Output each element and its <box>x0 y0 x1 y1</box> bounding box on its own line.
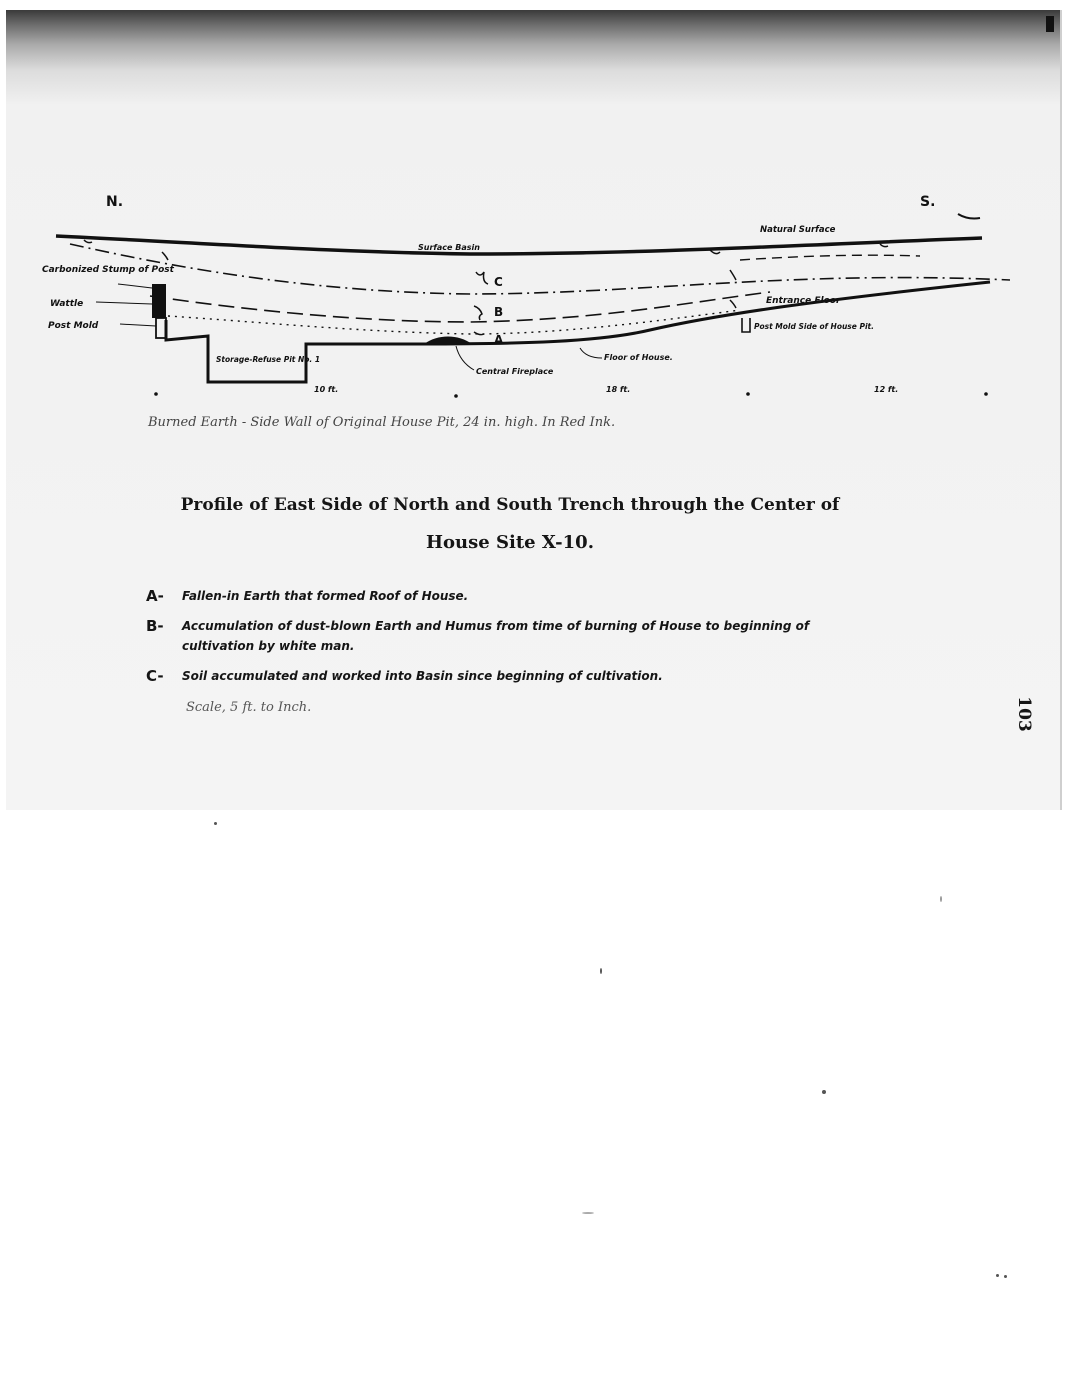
legend-key: C- <box>146 667 164 685</box>
scale-note: Scale, 5 ft. to Inch. <box>186 700 312 715</box>
legend-item-a <box>146 586 866 606</box>
legend-item-c <box>146 666 866 686</box>
layer-a-letter: A <box>494 333 504 347</box>
carbonized-post-block <box>152 284 166 318</box>
south-tick-mark <box>958 214 980 219</box>
house-floor-line <box>166 282 990 382</box>
surface-basin-label: Surface Basin <box>418 243 480 252</box>
central-fireplace-label: Central Fireplace <box>476 367 554 376</box>
trench-profile-diagram <box>0 0 1070 460</box>
wattle-pointer <box>96 302 152 304</box>
post-mold-right-label: Post Mold Side of House Pit. <box>754 322 874 331</box>
post-mold-left-label: Post Mold <box>48 321 99 331</box>
scale-mark-2: 18 ft. <box>606 385 631 394</box>
legend-item-b <box>146 616 866 656</box>
legend-text: Accumulation of dust-blown Earth and Humus from time of burning of House to beginning of cultivation by white man. <box>182 619 810 653</box>
north-label: N. <box>106 194 124 210</box>
scan-speck <box>1004 1275 1007 1278</box>
page-number: 103 <box>1014 696 1034 732</box>
wattle-label: Wattle <box>50 299 84 309</box>
upper-dashed-line <box>740 255 920 260</box>
legend-text: Fallen-in Earth that formed Roof of House. <box>182 589 469 603</box>
burned-earth-note: Burned Earth - Side Wall of Original House Pit, 24 in. high. In Red Ink. <box>148 415 616 430</box>
carbonized-pointer <box>118 284 152 288</box>
scale-dots <box>154 392 988 398</box>
layer-c-boundary-line <box>70 244 1010 294</box>
layer-c-letter: C <box>494 275 503 289</box>
scale-mark-1: 10 ft. <box>314 385 339 394</box>
floor-pointer <box>580 348 602 358</box>
post-mold-right-shape <box>742 318 750 332</box>
scan-speck <box>582 1212 594 1214</box>
scan-speck <box>214 822 217 825</box>
scan-speck <box>996 1274 999 1277</box>
south-label: S. <box>920 194 936 210</box>
central-fireplace-shape <box>424 337 472 345</box>
legend-text: Soil accumulated and worked into Basin since beginning of cultivation. <box>182 669 663 683</box>
caption-line-2: House Site X-10. <box>426 532 594 553</box>
layer-b-boundary-line <box>150 292 770 322</box>
layer-legend <box>146 586 866 696</box>
legend-key: A- <box>146 587 164 605</box>
caption-line-1: Profile of East Side of North and South Trench through the Center of <box>180 495 840 515</box>
scale-mark-3: 12 ft. <box>874 385 899 394</box>
natural-surface-label: Natural Surface <box>760 225 836 235</box>
post-mold-pointer <box>120 324 156 326</box>
scan-speck <box>822 1090 826 1094</box>
entrance-floor-label: Entrance Floor <box>766 296 841 306</box>
carbonized-stump-label: Carbonized Stump of Post <box>42 265 174 275</box>
fireplace-pointer <box>456 346 474 370</box>
scan-speck <box>940 896 942 902</box>
layer-b-letter: B <box>494 305 504 319</box>
storage-pit-label: Storage-Refuse Pit No. 1 <box>216 355 321 364</box>
scan-speck <box>600 968 602 974</box>
legend-key: B- <box>146 617 164 635</box>
natural-surface-line <box>56 236 982 254</box>
floor-of-house-label: Floor of House. <box>604 353 673 362</box>
figure-caption <box>100 486 920 562</box>
